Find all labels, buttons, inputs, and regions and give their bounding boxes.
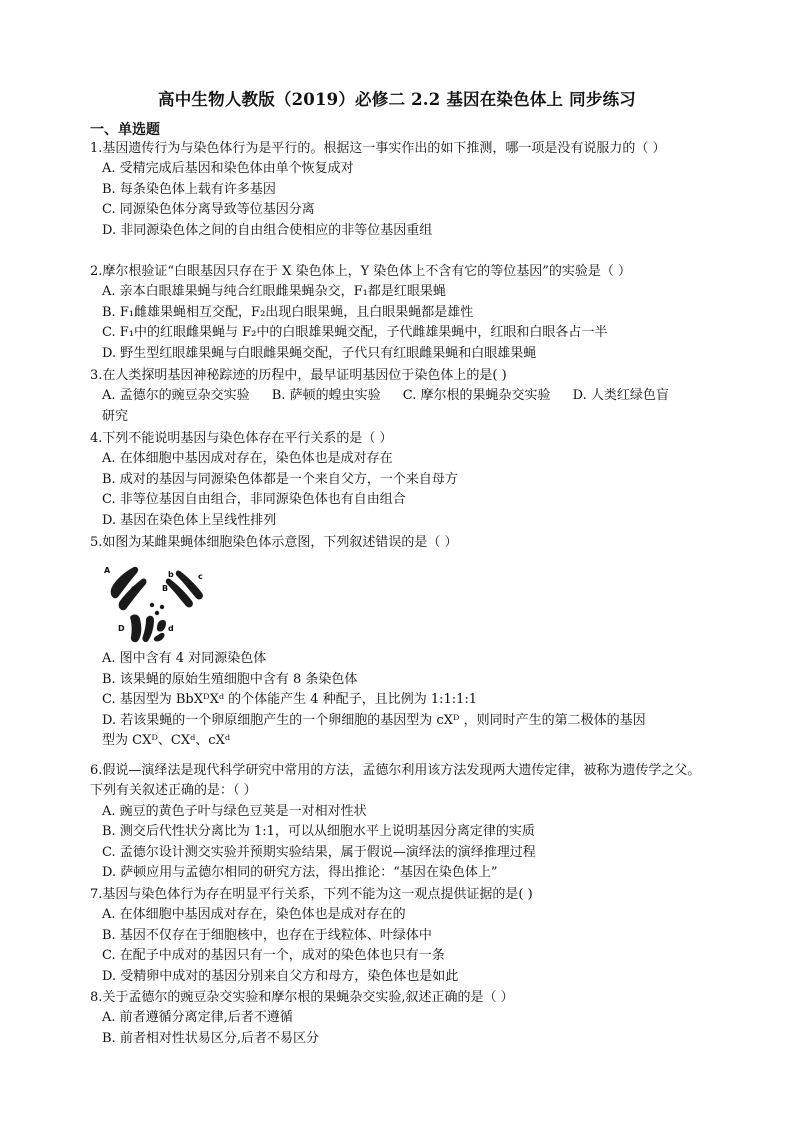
option-d: D. 受精卵中成对的基因分别来自父方和母方，染色体也是如此 [102,968,459,984]
option-a: A. 在体细胞中基因成对存在，染色体也是成对存在的 [102,907,406,923]
chromosome-6 [142,616,154,642]
option-c: C. 同源染色体分离导致等位基因分离 [102,202,315,218]
option-c: C. 孟德尔设计测交实验并预期实验结果，属于假说—演绎法的演绎推理过程 [102,844,536,860]
option-b: B. 萨顿的蝗虫实验 [271,388,381,404]
question-1 [90,139,712,241]
option-d: D. 非同源染色体之间的自由组合使相应的非等位基因重组 [102,222,433,238]
question-4 [90,429,712,531]
option-c: C. 基因型为 BbXᴰXᵈ 的个体能产生 4 种配子，且比例为 1:1:1:1 [102,692,478,708]
chromosome-figure [102,557,712,645]
question-7 [90,885,712,987]
question-stem: 6.假说—演绎法是现代科学研究中常用的方法，孟德尔利用该方法发现两大遗传定律，被称为遗传学之父。下列有关叙述正确的是：（ ） [90,763,701,799]
option-a: A. 图中含有 4 对同源染色体 [102,651,267,667]
question-stem: 8.关于孟德尔的豌豆杂交实验和摩尔根的果蝇杂交实验,叙述正确的是（ ） [90,990,514,1005]
gene-label-c-lower: c [198,572,203,582]
option-d: D. 基因在染色体上呈线性排列 [102,512,277,528]
centromere-dot-3 [155,611,159,615]
option-d: D. 萨顿应用与孟德尔相同的研究方法，得出推论：“基因在染色体上” [102,865,498,881]
gene-label-b-lower: b [168,570,174,580]
question-8 [90,988,712,1049]
chromosome-5 [130,615,141,643]
chromosome-7 [157,620,166,632]
option-c: C. 摩尔根的果蝇杂交实验 [402,388,551,404]
option-b: B. 每条染色体上载有许多基因 [102,181,276,197]
question-stem: 5.如图为某雌果蝇体细胞染色体示意图，下列叙述错误的是（ ） [90,535,458,550]
option-b: B. 成对的基因与同源染色体都是一个来自父方，一个来自母方 [102,471,458,487]
option-a: A. 在体细胞中基因成对存在，染色体也是成对存在 [102,451,393,467]
option-d: D. 若该果蝇的一个卵原细胞产生的一个卵细胞的基因型为 cXᴰ ，则同时产生的第二极体的基因 [102,712,646,728]
gene-label-a-lower: a [131,584,137,594]
option-d: D. 人类红绿色盲 [572,388,669,404]
option-b: B. 测交后代性状分离比为 1:1，可以从细胞水平上说明基因分离定律的实质 [102,824,535,840]
gene-label-c: C [188,582,194,592]
section-heading: 一、单选题 [90,122,160,138]
gene-label-d: D [118,624,125,634]
chromosome-8 [154,633,165,642]
centromere-dot-2 [160,605,164,609]
document-title: 高中生物人教版（2019）必修二 2.2 基因在染色体上 同步练习 [158,90,636,109]
option-a: A. 前者遵循分离定律,后者不遵循 [102,1010,293,1026]
gene-label-b: B [162,584,169,594]
option-a: A. 亲本白眼雄果蝇与纯合红眼雌果蝇杂交，F₁都是红眼果蝇 [102,284,446,300]
option-c: C. 在配子中成对的基因只有一个，成对的染色体也只有一条 [102,948,445,964]
gene-label-a: A [104,566,111,576]
option-a: A. 孟德尔的豌豆杂交实验 [102,388,250,404]
question-2 [90,262,712,364]
option-a: A. 豌豆的黄色子叶与绿色豆荚是一对相对性状 [102,803,367,819]
option-b: B. 该果蝇的原始生殖细胞中含有 8 条染色体 [102,671,358,687]
option-c: C. F₁中的红眼雌果蝇与 F₂中的白眼雄果蝇交配，子代雌雄果蝇中，红眼和白眼各占一半 [102,325,608,341]
question-stem: 1.基因遗传行为与染色体行为是平行的。根据这一事实作出的如下推测，哪一项是没有说服力的（ ） [90,141,666,156]
chromosome-diagram [102,557,212,645]
option-wrap: 研究 [102,408,129,424]
question-stem: 2.摩尔根验证“白眼基因只存在于 X 染色体上，Y 染色体上不含有它的等位基因”的实验是（ ） [90,264,632,279]
question-5 [90,533,712,751]
option-d-continued: 型为 CXᴰ、CXᵈ、cXᵈ [102,733,231,749]
centromere-dot-1 [150,603,154,607]
question-stem: 3.在人类探明基因神秘踪迹的历程中，最早证明基因位于染色体上的是( ) [90,368,507,383]
option-b: B. F₁雌雄果蝇相互交配，F₂出现白眼果蝇，且白眼果蝇都是雄性 [102,304,474,320]
question-stem: 4.下列不能说明基因与染色体存在平行关系的是（ ） [90,431,393,446]
question-6 [90,761,712,883]
option-b: B. 基因不仅存在于细胞核中，也存在于线粒体、叶绿体中 [102,927,432,943]
question-3 [90,366,712,427]
inline-options [90,386,712,406]
gene-label-d-lower: d [168,624,174,634]
option-a: A. 受精完成后基因和染色体由单个恢复成对 [102,161,354,177]
option-b: B. 前者相对性状易区分,后者不易区分 [102,1030,319,1046]
option-c: C. 非等位基因自由组合，非同源染色体也有自由组合 [102,492,406,508]
question-stem: 7.基因与染色体行为存在明显平行关系，下列不能为这一观点提供证据的是( ) [90,887,533,902]
option-d: D. 野生型红眼雄果蝇与白眼雌果蝇交配，子代只有红眼雌果蝇和白眼雄果蝇 [102,345,537,361]
